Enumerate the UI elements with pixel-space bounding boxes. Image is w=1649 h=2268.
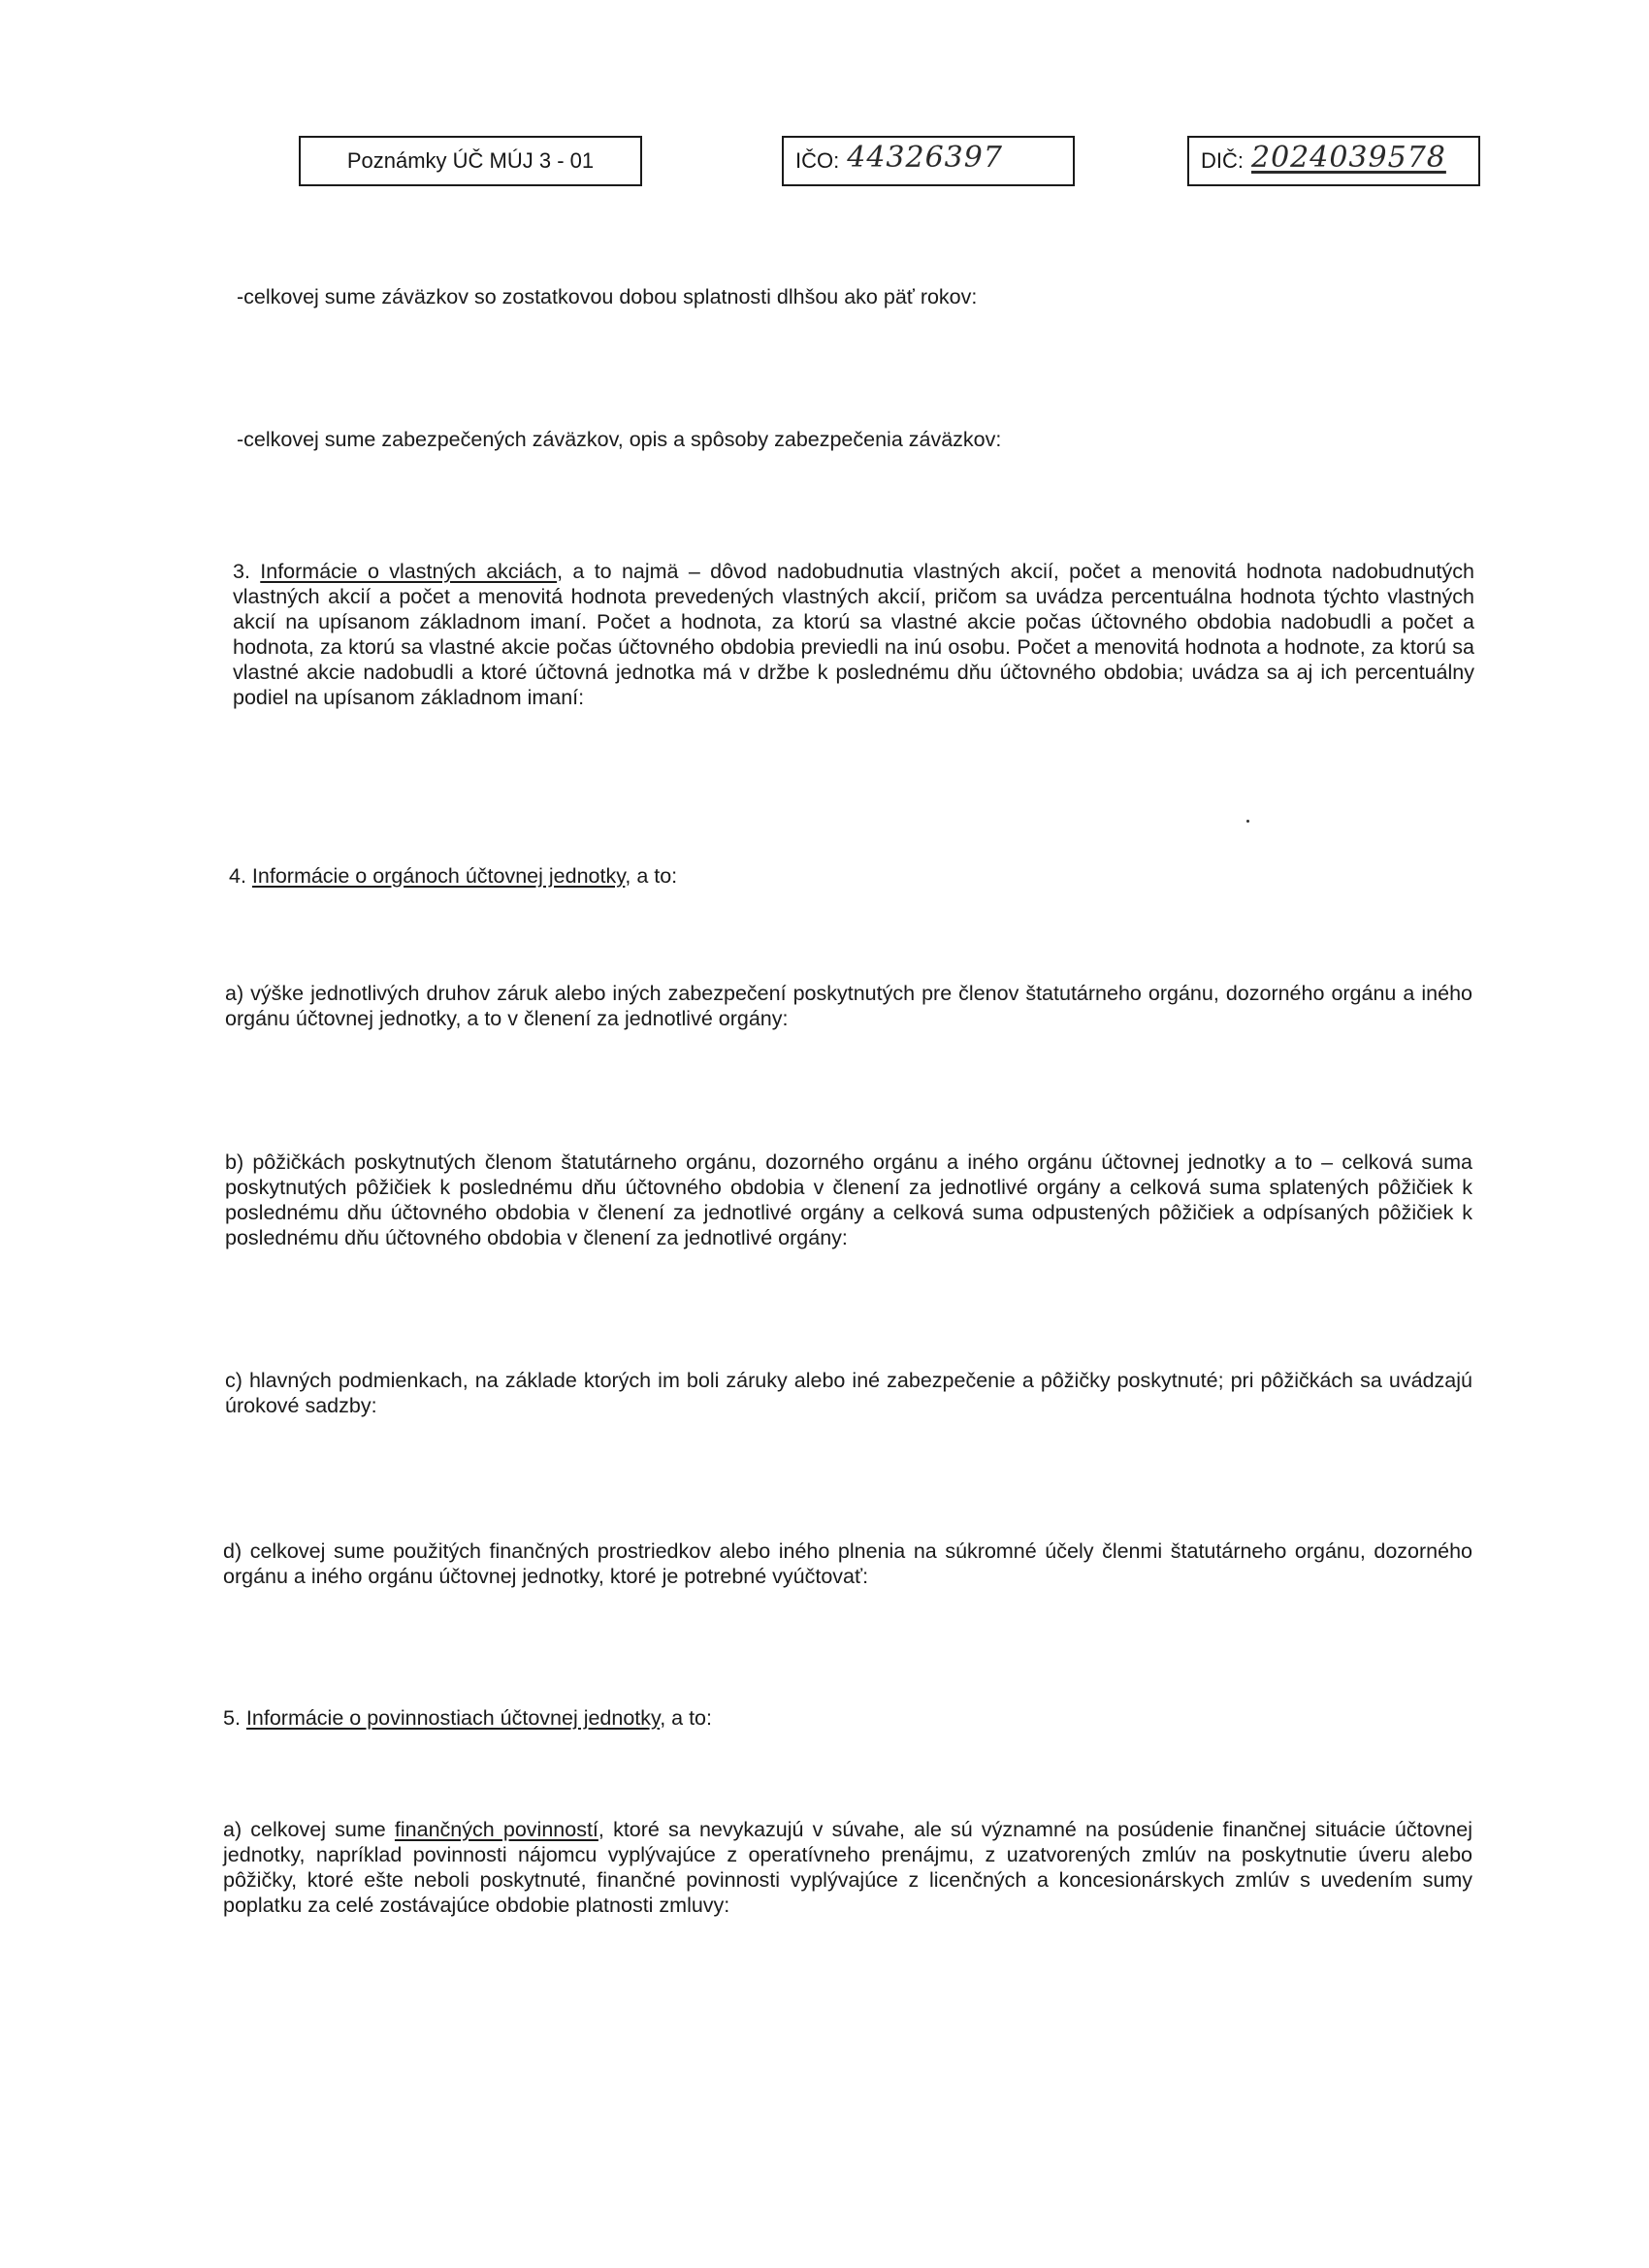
section-4-title: Informácie o orgánoch účtovnej jednotky [251, 864, 626, 888]
ico-label: IČO: [795, 148, 840, 173]
form-label: Poznámky ÚČ MÚJ 3 - 01 [346, 148, 595, 173]
section-4c-conditions: c) hlavných podmienkach, na základe ktorých im boli záruky alebo iné zabezpečenie a pôžičky poskytnuté; pri pôžičkách sa uvádzajú úrokové sadzby: [225, 1369, 1472, 1417]
section-4-text: , a to: [625, 864, 678, 888]
dic-value: 2024039578 [1251, 140, 1446, 175]
section-4b-loans: b) pôžičkách poskytnutých členom štatutárneho orgánu, dozorného orgánu a iného orgánu účtovnej jednotky a to – celková suma poskytnutých pôžičiek k poslednému dňu účtovného obdobia v členení za jednotlivé orgány a celková suma splatených pôžičiek k poslednému dňu účtovného obdobia v členení za jednotlivé orgány a celková suma odpustených pôžičiek a odpísaných pôžičiek k poslednému dňu účtovného obdobia v členení za jednotlivé orgány: [225, 1150, 1472, 1249]
section-5-title: Informácie o povinnostiach účtovnej jednotky [245, 1706, 661, 1730]
section-5-number: 5. [223, 1706, 241, 1730]
section-4-heading [229, 863, 677, 889]
section-4-number: 4. [229, 864, 246, 888]
stray-mark [1246, 820, 1249, 823]
section-4d-private-use: d) celkovej sume použitých finančných prostriedkov alebo iného plnenia na súkromné účely členmi štatutárneho orgánu, dozorného orgánu a iného orgánu účtovnej jednotky, ktoré je potrebné vyúčtovať: [223, 1539, 1472, 1588]
section-5a-link: finančných povinností [394, 1818, 598, 1841]
section-3-text: , a to najmä – dôvod nadobudnutia vlastných akcií, počet a menovitá hodnota nadobudnutých vlastných akcií a počet a menovitá hodnota prevedených vlastných akcií, pričom sa uvádza percentuálna hodnota týchto vlastných akcií na upísanom základnom imaní. Počet a hodnota, za ktorú sa vlastné akcie počas účtovného obdobia nadobudli a počet a hodnota, za ktorú sa vlastné akcie počas účtovného obdobia previedli na inú osobu. Počet a menovitá hodnota a hodnote, za ktorú sa vlastné akcie nadobudli a ktoré účtovná jednotka má v držbe k poslednému dňu účtovného obdobia; uvádza sa aj ich percentuálny podiel na upísanom základnom imaní: [233, 560, 1474, 709]
ico-value: 44326397 [847, 140, 1003, 175]
section-3-own-shares [233, 559, 1474, 710]
section-3-number: 3. [233, 560, 250, 583]
ico-box [782, 136, 1075, 186]
section-5-heading [223, 1705, 712, 1731]
form-label-box [299, 136, 642, 186]
section-5-text: , a to: [660, 1706, 712, 1730]
paragraph-long-term-liabilities: -celkovej sume záväzkov so zostatkovou dobou splatnosti dlhšou ako päť rokov: [237, 285, 978, 308]
dic-box [1187, 136, 1480, 186]
paragraph-secured-liabilities: -celkovej sume zabezpečených záväzkov, opis a spôsoby zabezpečenia záväzkov: [237, 428, 1002, 451]
section-4a-guarantees: a) výške jednotlivých druhov záruk alebo iných zabezpečení poskytnutých pre členov štatutárneho orgánu, dozorného orgánu a iného orgánu účtovnej jednotky, a to v členení za jednotlivé orgány: [225, 982, 1472, 1030]
section-3-title: Informácie o vlastných akciách [260, 560, 558, 583]
section-5a-post: , ktoré sa nevykazujú v súvahe, ale sú významné na posúdenie finančnej situácie účtovnej jednotky, napríklad povinnosti nájomcu vyplývajúce z operatívneho prenájmu, z uzatvorených zmlúv na poskytnutie úveru alebo pôžičky, ktoré ešte neboli poskytnuté, finančné povinnosti vyplývajúce z licenčných a koncesionárskych zmlúv s uvedením sumy poplatku za celé zostávajúce obdobie platnosti zmluvy: [223, 1818, 1472, 1917]
section-5a-financial-obligations [223, 1817, 1472, 1918]
dic-label: DIČ: [1201, 148, 1244, 173]
section-5a-pre: a) celkovej sume [223, 1818, 395, 1841]
